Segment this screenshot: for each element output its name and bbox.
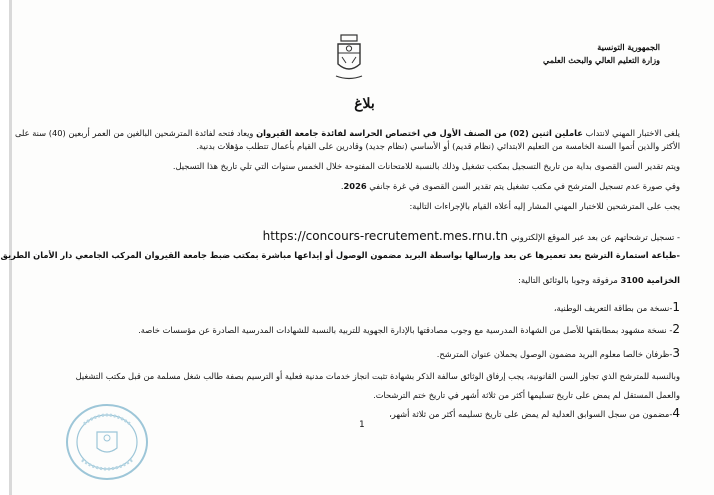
step-2-line-1: -طباعة استمارة الترشح بعد تعميرها عن بعد وإرسالها بواسطة البريد مضمون الوصول أو إيداعها مباشرة بمكتب ضبط جامعة القيروان المركب الجامعي دار الأمان الطريق	[0, 250, 680, 260]
step-1	[38, 229, 680, 245]
step-2-line-2	[38, 275, 680, 286]
paragraph-3	[38, 181, 680, 192]
paragraph-1-line-1	[14, 128, 680, 139]
item-text: -نسخة من بطاقة التعريف الوطنية،	[553, 303, 673, 313]
p3-year: 2026	[343, 181, 367, 191]
p3-end: .	[340, 181, 344, 191]
age-note-line-1: وبالنسبة للمترشح الذي تجاوز السن القانونية، يجب إرفاق الوثائق سالفة الذكر بشهادة تثبت انجاز خدمات مدنية فعلية أو الترسيم بصفة طالب شغل مسلمة من قبل مكتب التشغيل	[75, 371, 680, 381]
document-item-2	[38, 324, 680, 336]
p1-intro: يلغى الاختبار المهني لانتداب	[582, 128, 680, 138]
document-item-3	[38, 348, 680, 360]
item-text: -ظرفان خالصا معلوم البريد مضمون الوصول يحملان عنوان المترشح.	[436, 349, 673, 359]
paragraph-4: يجب على المترشحين للاختبار المهني المشار إليه أعلاه القيام بالإجراءات التالية:	[409, 201, 680, 211]
step-2-end: مرفوقة وجوبا بالوثائق التالية:	[518, 275, 621, 285]
paragraph-1-line-2: الأكثر والذين أتموا السنة الخامسة من التعليم الابتدائي (نظام قديم) أو الأساسي (نظام جديد) وقادرين على القيام بأعمال تتطلب مؤهلات بدنية.	[196, 141, 680, 151]
tunisia-emblem-icon	[330, 34, 368, 82]
registration-link[interactable]: https://concours-recrutement.mes.rnu.tn	[262, 229, 508, 243]
item-number: 2	[672, 322, 680, 336]
p3-text: وفي صورة عدم تسجيل المترشح في مكتب تشغيل يتم تقدير السن القصوى في غرة جانفي	[366, 181, 680, 191]
age-note-line-2: والعمل المستقل لم يمض على تاريخ تسليمها أكثر من ثلاثة أشهر في تاريخ ختم الترشحات.	[373, 390, 680, 400]
document-item-1	[38, 302, 680, 314]
item-number: 4	[672, 406, 680, 420]
republic-name: الجمهورية التونسية	[597, 42, 660, 52]
item-text: -مضمون من سجل السوابق العدلية لم يمض على تاريخ تسليمه أكثر من ثلاثة أشهر،	[389, 409, 673, 419]
p1-end: ويعاد فتحه لفائدة المترشحين البالغين من العمر أربعين (40) سنة على	[14, 128, 257, 138]
item-number: 3	[672, 346, 680, 360]
letterhead	[520, 41, 660, 67]
official-stamp-icon	[64, 402, 150, 482]
page-number: 1	[359, 420, 365, 430]
step-2-street: الخزامية	[643, 275, 680, 285]
paragraph-2: ويتم تقدير السن القصوى بداية من تاريخ التسجيل بمكتب تشغيل وذلك بالنسبة للامتحانات المفتوحة خلال الخمس سنوات التي تلي تاريخ هذا التسجيل.	[172, 161, 680, 171]
item-number: 1	[672, 300, 680, 314]
ministry-name: وزارة التعليم العالي والبحث العلمي	[543, 55, 660, 65]
step-2-postcode: 3100	[620, 275, 644, 285]
p1-highlight: عاملين اثنين (02) من الصنف الأول في اختصاص الحراسة لفائدة جامعة القيروان	[256, 128, 583, 138]
item-text: - نسخة مشهود بمطابقتها للأصل من الشهادة المدرسية مع وجوب مصادقتها بالإدارة الجهوية للتربية بالنسبة للشهادات المدرسية الصادرة عن مؤسسات خاصة.	[138, 325, 673, 335]
step-1-text: - تسجيل ترشحاتهم عن بعد عبر الموقع الإلكتروني	[510, 232, 680, 242]
notice-title: بلاغ	[354, 96, 375, 112]
